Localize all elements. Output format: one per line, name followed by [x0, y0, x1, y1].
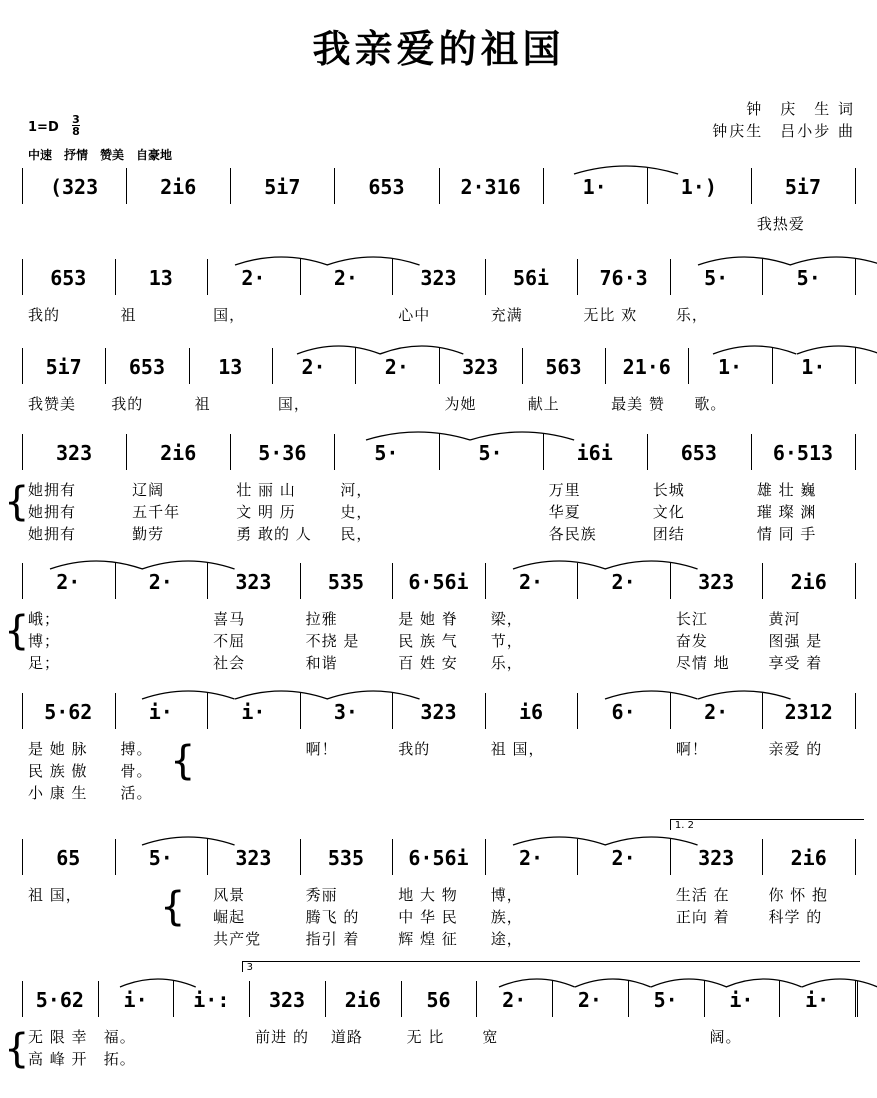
barline [22, 981, 23, 1017]
tempo-marking: 中速 抒情 赞美 自豪地 [28, 148, 173, 162]
lyric-text: 你 怀 抱 [768, 886, 828, 904]
score-system [0, 172, 877, 272]
lyric-text: 我的 [28, 306, 61, 324]
lyric-text: 社会 [213, 654, 246, 672]
measure-notes: 653 [128, 355, 165, 379]
measure-notes: (323 [49, 175, 99, 199]
lyric-text: 啊！ [305, 740, 338, 758]
measure-notes: 5·36 [258, 441, 307, 465]
measure-notes: 323 [462, 355, 499, 379]
barline [22, 563, 23, 599]
barline [543, 168, 544, 204]
key-signature: 1=D [28, 120, 59, 135]
lyric-text: 长城 [652, 481, 685, 499]
barline [439, 168, 440, 204]
barline [126, 434, 127, 470]
lyric-text: 中 华 民 [398, 908, 458, 926]
barline [762, 839, 763, 875]
barline [22, 693, 23, 729]
measure-notes: 323 [698, 846, 735, 870]
barline [485, 259, 486, 295]
measure-notes: 13 [148, 266, 173, 290]
measure-notes: 5· [653, 988, 678, 1012]
lyric-text: 梁， [490, 610, 523, 628]
measure-notes: 2· [56, 570, 81, 594]
lyric-text: 祖 [120, 306, 137, 324]
lyric-text: 万里 [548, 481, 581, 499]
lyric-text: 尽情 地 [675, 654, 730, 672]
barline [855, 981, 858, 1017]
measure-notes: 653 [368, 175, 405, 199]
measure-notes: 653 [680, 441, 717, 465]
lyric-text: 博； [28, 632, 61, 650]
measure-notes: i· [805, 988, 830, 1012]
lyric-text: 情 同 手 [756, 525, 817, 543]
lyric-text: 拓。 [103, 1050, 136, 1068]
measure-notes: 323 [420, 700, 457, 724]
measure-notes: 5· [148, 846, 173, 870]
measure-notes: 2· [577, 988, 602, 1012]
barline [605, 348, 606, 384]
lyric-text: 我的 [398, 740, 431, 758]
volta-bracket: 1. 2 [670, 819, 864, 830]
lyric-text: 我赞美 [28, 395, 77, 413]
barline [855, 434, 856, 470]
lyric-text: 祖 国， [28, 886, 82, 904]
measure-notes: 5· [374, 441, 399, 465]
barline [543, 434, 544, 470]
barline [552, 981, 553, 1017]
lyric-text: 河， [340, 481, 373, 499]
lyric-text: 歌。 [694, 395, 727, 413]
barline [751, 434, 752, 470]
lyric-text: 道路 [330, 1028, 363, 1046]
measure-notes: 1· [582, 175, 607, 199]
lyric-text: 族， [490, 908, 523, 926]
measure-notes: 2· [704, 700, 729, 724]
barline [115, 839, 116, 875]
barline [577, 839, 578, 875]
verse-brace: { [160, 884, 186, 930]
measure-notes: 1· [717, 355, 743, 379]
measure-notes: 65 [56, 846, 81, 870]
measure-notes: 5· [796, 266, 821, 290]
measure-notes: 5· [478, 441, 503, 465]
lyric-text: 百 姓 安 [398, 654, 458, 672]
measure-notes: 2· [301, 355, 326, 379]
lyric-text: 崛起 [213, 908, 246, 926]
measure-notes: i· [241, 700, 266, 724]
measure-notes: i· [123, 988, 148, 1012]
measure-notes: 2· [518, 570, 544, 594]
barline [647, 168, 648, 204]
barline [762, 693, 763, 729]
barline [115, 693, 116, 729]
measure-notes: 13 [218, 355, 243, 379]
lyric-text: 节， [490, 632, 523, 650]
lyric-text: 团结 [652, 525, 685, 543]
barline [439, 348, 440, 384]
barline [704, 981, 705, 1017]
lyric-text: 途， [490, 930, 523, 948]
time-sig-top: 3 [72, 113, 80, 126]
barline [22, 168, 23, 204]
barline [334, 168, 335, 204]
barline [207, 693, 208, 729]
time-sig-bottom: 8 [72, 125, 80, 138]
lyric-text: 乐， [490, 654, 523, 672]
barline [855, 259, 856, 295]
lyric-text: 雄 壮 巍 [756, 481, 817, 499]
credits [712, 98, 855, 142]
measure-notes: 5i7 [784, 175, 821, 199]
barline [325, 981, 326, 1017]
barline [355, 348, 356, 384]
barline [855, 168, 856, 204]
lyric-text: 图强 是 [768, 632, 823, 650]
measure-notes: 76·3 [599, 266, 648, 290]
measure-notes: i·: [193, 988, 230, 1012]
lyric-text: 献上 [527, 395, 560, 413]
barline [300, 839, 301, 875]
measure-notes: 5i7 [45, 355, 82, 379]
lyric-text: 无 限 幸 [28, 1028, 88, 1046]
barline [173, 981, 174, 1017]
lyric-text: 科学 的 [768, 908, 823, 926]
barline [762, 259, 763, 295]
measure-notes: 323 [268, 988, 306, 1012]
barline [334, 434, 335, 470]
lyricist-credit: 钟 庆 生 词 [746, 100, 855, 118]
barline [485, 563, 486, 599]
barline [115, 563, 116, 599]
lyric-text: 各民族 [548, 525, 597, 543]
measure-notes: 2· [384, 355, 409, 379]
lyric-text: 充满 [490, 306, 523, 324]
lyric-text: 辽阔 [132, 481, 165, 499]
lyric-text: 享受 着 [768, 654, 823, 672]
measure-notes: 5i7 [264, 175, 301, 199]
measure-notes: 2· [611, 846, 636, 870]
lyric-text: 她拥有 [28, 481, 77, 499]
barline [577, 693, 578, 729]
lyric-text: 喜马 [213, 610, 246, 628]
measure-notes: 2·316 [460, 175, 521, 199]
lyric-text: 璀 璨 渊 [756, 503, 817, 521]
barline [855, 693, 856, 729]
barline [249, 981, 250, 1017]
measure-notes: 323 [235, 570, 272, 594]
barline [105, 348, 106, 384]
lyric-text: 是 她 脉 [28, 740, 88, 758]
barline [855, 348, 856, 384]
lyric-text: 足； [28, 654, 61, 672]
barline [439, 434, 440, 470]
lyric-text: 壮 丽 山 [236, 481, 296, 499]
lyric-text: 阔。 [709, 1028, 742, 1046]
composer-credit: 钟庆生 吕小步 曲 [712, 122, 855, 140]
measure-notes: 3· [333, 700, 358, 724]
lyric-text: 民 族 气 [398, 632, 458, 650]
measure-notes: 56 [426, 988, 451, 1012]
lyric-text: 最美 赞 [611, 395, 665, 413]
barline [392, 693, 393, 729]
score-system [0, 567, 877, 672]
measure-notes: 2i6 [160, 175, 197, 199]
measure-notes: 2· [502, 988, 527, 1012]
barline [272, 348, 273, 384]
measure-notes: 2i6 [344, 988, 381, 1012]
measure-notes: 535 [327, 570, 364, 594]
lyric-text: 地 大 物 [398, 886, 458, 904]
lyric-text: 秀丽 [305, 886, 338, 904]
volta-bracket: 3 [242, 961, 860, 972]
barline [22, 348, 23, 384]
barline [628, 981, 629, 1017]
barline [300, 693, 301, 729]
barline [230, 168, 231, 204]
measure-notes: i6i [576, 441, 613, 465]
barline [22, 259, 23, 295]
lyric-text: 啊！ [675, 740, 708, 758]
measure-notes: 2· [611, 570, 636, 594]
measure-notes: 2· [241, 266, 266, 290]
lyric-text: 国， [277, 395, 310, 413]
measure-notes: 56i [512, 266, 550, 290]
lyric-text: 为她 [444, 395, 477, 413]
measure-notes: 1· [801, 355, 826, 379]
lyric-text: 亲爱 的 [768, 740, 823, 758]
measure-notes: 653 [50, 266, 87, 290]
measure-notes: 2· [148, 570, 173, 594]
lyric-text: 史， [340, 503, 373, 521]
measure-notes: 6·513 [772, 441, 834, 465]
lyric-text: 民， [340, 525, 373, 543]
measure-notes: 323 [420, 266, 457, 290]
measure-notes: i· [148, 700, 173, 724]
measure-notes: 5· [704, 266, 729, 290]
barline [577, 259, 578, 295]
measure-notes: 2i6 [790, 846, 827, 870]
lyric-text: 腾飞 的 [305, 908, 360, 926]
barline [230, 434, 231, 470]
measure-notes: i· [729, 988, 754, 1012]
barline [670, 693, 671, 729]
barline [772, 348, 773, 384]
barline [688, 348, 689, 384]
barline [762, 563, 763, 599]
barline [115, 259, 116, 295]
score-system [0, 962, 877, 1085]
barline [98, 981, 99, 1017]
lyric-text: 正向 着 [675, 908, 730, 926]
lyric-text: 我热爱 [756, 215, 805, 233]
lyric-text: 文 明 历 [236, 503, 296, 521]
lyric-text: 搏。 [120, 740, 153, 758]
measure-notes: 2· [518, 846, 544, 870]
lyric-text: 不屈 [213, 632, 246, 650]
barline [670, 563, 671, 599]
barline [300, 259, 301, 295]
lyric-text: 民 族 傲 [28, 762, 88, 780]
barline [751, 168, 752, 204]
lyric-text: 文化 [652, 503, 685, 521]
lyric-text: 她拥有 [28, 525, 77, 543]
barline [577, 563, 578, 599]
lyric-text: 共产党 [213, 930, 262, 948]
lyric-text: 华夏 [548, 503, 581, 521]
measure-notes: 2312 [784, 700, 833, 724]
barline [22, 434, 23, 470]
barline [392, 563, 393, 599]
score-system [0, 438, 877, 543]
lyric-text: 不挠 是 [305, 632, 360, 650]
verse-brace: { [170, 738, 196, 784]
measure-notes: 2· [333, 266, 358, 290]
lyric-text: 辉 煌 征 [398, 930, 458, 948]
measure-notes: 563 [545, 355, 582, 379]
score-system [0, 820, 877, 948]
measure-notes: 21·6 [622, 355, 671, 379]
lyric-text: 指引 着 [305, 930, 360, 948]
lyric-text: 前进 的 [255, 1028, 309, 1046]
lyric-text: 祖 [194, 395, 211, 413]
barline [401, 981, 402, 1017]
lyric-text: 祖 国， [490, 740, 545, 758]
barline [779, 981, 780, 1017]
song-title: 我亲爱的祖国 [312, 26, 565, 71]
lyric-text: 福。 [103, 1028, 136, 1046]
barline [392, 259, 393, 295]
lyric-text: 我的 [111, 395, 144, 413]
barline [207, 839, 208, 875]
measure-notes: 5·62 [35, 988, 84, 1012]
lyric-text: 奋发 [675, 632, 708, 650]
barline [485, 839, 486, 875]
barline [855, 563, 856, 599]
measure-notes: 2i6 [790, 570, 827, 594]
lyric-text: 勇 敢的 人 [236, 525, 312, 543]
lyric-text: 心中 [398, 306, 431, 324]
barline [22, 839, 23, 875]
lyric-text: 黄河 [768, 610, 801, 628]
measure-notes: 6·56i [408, 846, 469, 870]
measure-notes: 5·62 [44, 700, 93, 724]
verse-brace: { [4, 479, 30, 525]
barline [670, 259, 671, 295]
barline [670, 839, 671, 875]
barline [522, 348, 523, 384]
lyric-text: 风景 [213, 886, 246, 904]
barline [189, 348, 190, 384]
barline [207, 259, 208, 295]
lyric-text: 无 比 [406, 1028, 445, 1046]
lyric-text: 长江 [675, 610, 708, 628]
score-system [0, 697, 877, 802]
lyric-text: 峨； [28, 610, 61, 628]
lyric-text: 和谐 [305, 654, 338, 672]
lyric-text: 乐， [675, 306, 708, 324]
measure-notes: i6 [518, 700, 544, 724]
lyric-text: 无比 欢 [583, 306, 638, 324]
lyric-text: 拉雅 [305, 610, 338, 628]
measure-notes: 6· [611, 700, 636, 724]
barline [647, 434, 648, 470]
lyric-text: 勤劳 [132, 525, 165, 543]
measure-notes: 6·56i [408, 570, 469, 594]
barline [476, 981, 477, 1017]
time-signature [72, 114, 80, 137]
barline [392, 839, 393, 875]
lyric-text: 小 康 生 [28, 784, 88, 802]
barline [485, 693, 486, 729]
measure-notes: 2i6 [160, 441, 197, 465]
lyric-text: 生活 在 [675, 886, 730, 904]
lyric-text: 活。 [120, 784, 153, 802]
lyric-text: 博， [490, 886, 523, 904]
measure-notes: 535 [327, 846, 364, 870]
lyric-text: 是 她 脊 [398, 610, 458, 628]
lyric-text: 她拥有 [28, 503, 77, 521]
measure-notes: 323 [56, 441, 93, 465]
lyric-text: 五千年 [132, 503, 181, 521]
measure-notes: 323 [698, 570, 735, 594]
barline [300, 563, 301, 599]
lyric-text: 高 峰 开 [28, 1050, 88, 1068]
lyric-text: 骨。 [120, 762, 153, 780]
verse-brace: { [4, 1026, 30, 1072]
measure-notes: 323 [235, 846, 272, 870]
measure-notes: 1·) [680, 175, 717, 199]
lyric-text: 国， [213, 306, 246, 324]
verse-brace: { [4, 608, 30, 654]
barline [126, 168, 127, 204]
lyric-text: 宽 [482, 1028, 499, 1046]
barline [855, 839, 856, 875]
barline [207, 563, 208, 599]
